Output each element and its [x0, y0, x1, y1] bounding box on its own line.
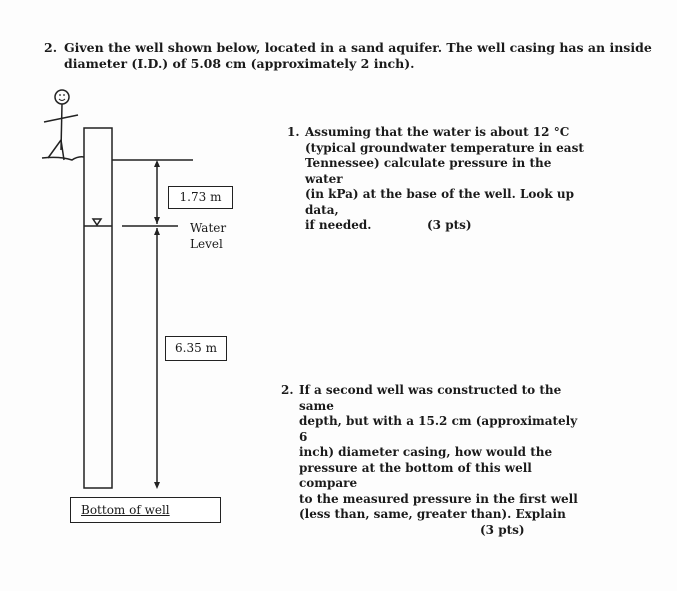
question-2	[299, 383, 579, 538]
bottom-of-well-label: Bottom of well	[81, 503, 170, 517]
question-2-line: If a second well was constructed to the same	[299, 383, 562, 413]
problem-text-line1: Given the well shown below, located in a sand aquifer. The well casing has an inside	[64, 40, 652, 55]
ground-surface-left	[42, 157, 84, 160]
question-2-line: to the measured pressure in the first well	[299, 491, 578, 506]
question-1	[305, 125, 585, 234]
problem-number: 2.	[44, 40, 58, 55]
question-2-line: (less than, same, greater than). Explain	[299, 507, 566, 521]
question-1-line: if needed.	[305, 218, 372, 232]
question-1-line: (in kPa) at the base of the well. Look up data,	[305, 187, 575, 217]
water-level-label-line1: Water	[190, 221, 227, 235]
question-2-number: 2.	[281, 383, 294, 397]
question-2-line: depth, but with a 15.2 cm (approximately 6	[299, 414, 578, 444]
question-2-points: (3 pts)	[480, 522, 525, 537]
question-1-points: (3 pts)	[427, 218, 472, 232]
question-1-line: Tennessee) calculate pressure in the water	[305, 156, 552, 186]
question-1-number: 1.	[287, 125, 300, 139]
depth-to-water-label: 1.73 m	[168, 186, 233, 209]
problem-text-line2: diameter (I.D.) of 5.08 cm (approximately 2 inch).	[64, 56, 415, 71]
water-table-triangle-icon	[93, 219, 101, 225]
question-2-line: inch) diameter casing, how would the	[299, 445, 553, 459]
water-column-label: 6.35 m	[165, 336, 227, 361]
well-casing	[84, 128, 112, 488]
water-level-label-line2: Level	[190, 237, 223, 251]
question-2-line: pressure at the bottom of this well compare	[299, 460, 532, 490]
question-1-line: (typical groundwater temperature in east	[305, 140, 584, 155]
question-1-line: Assuming that the water is about 12 °C	[305, 125, 570, 139]
bottom-of-well-box	[70, 497, 221, 523]
